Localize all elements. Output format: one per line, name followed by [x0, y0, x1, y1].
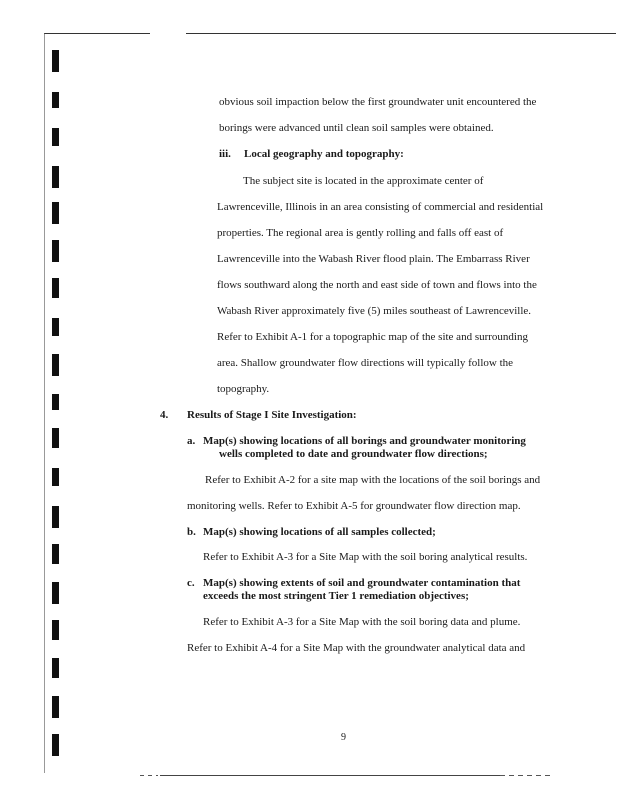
body-text-line: monitoring wells. Refer to Exhibit A-5 for groundwater flow direction map. — [187, 500, 521, 512]
body-text-line: The subject site is located in the approximate center of — [243, 175, 484, 187]
binding-mark — [52, 278, 59, 298]
body-text-line: Wabash River approximately five (5) miles southeast of Lawrenceville. — [217, 305, 532, 317]
binding-mark — [52, 620, 59, 640]
body-text-line: Refer to Exhibit A-2 for a site map with the locations of the soil borings and — [205, 474, 541, 486]
item-letter: a. — [187, 435, 196, 447]
binding-mark — [52, 166, 59, 188]
body-text-line: borings were advanced until clean soil samples were obtained. — [219, 122, 494, 134]
item-heading: exceeds the most stringent Tier 1 remediation objectives; — [203, 590, 469, 602]
body-text-line: obvious soil impaction below the first groundwater unit encountered the — [219, 96, 537, 108]
body-text-line: Refer to Exhibit A-4 for a Site Map with the groundwater analytical data and — [187, 642, 526, 654]
binding-mark — [52, 318, 59, 336]
item-letter: b. — [187, 526, 196, 538]
binding-mark — [52, 696, 59, 718]
binding-mark — [52, 50, 59, 72]
binding-mark — [52, 428, 59, 448]
bottom-border-line — [160, 775, 500, 776]
body-text-line: Lawrenceville into the Wabash River flood plain. The Embarrass River — [217, 253, 530, 265]
body-text-line: Refer to Exhibit A-1 for a topographic map of the site and surrounding — [217, 331, 528, 343]
body-text-line: topography. — [217, 383, 270, 395]
binding-mark — [52, 582, 59, 604]
body-text-line: area. Shallow groundwater flow directions will typically follow the — [217, 357, 514, 369]
binding-mark — [52, 734, 59, 756]
item-heading: Map(s) showing locations of all borings and groundwater monitoring — [203, 435, 526, 447]
binding-mark — [52, 468, 59, 486]
left-border-line — [44, 33, 45, 773]
item-letter: c. — [187, 577, 195, 589]
binding-mark — [52, 506, 59, 528]
body-text-line: Refer to Exhibit A-3 for a Site Map with the soil boring analytical results. — [203, 551, 528, 563]
section-number: 4. — [160, 409, 169, 421]
item-heading: wells completed to date and groundwater flow directions; — [219, 448, 488, 460]
section-heading: Local geography and topography: — [244, 148, 404, 160]
section-heading: Results of Stage I Site Investigation: — [187, 409, 357, 421]
binding-mark — [52, 240, 59, 262]
body-text-line: Refer to Exhibit A-3 for a Site Map with the soil boring data and plume. — [203, 616, 521, 628]
item-heading: Map(s) showing locations of all samples collected; — [203, 526, 436, 538]
body-text-line: flows southward along the north and east side of town and flows into the — [217, 279, 537, 291]
body-text-line: properties. The regional area is gently rolling and falls off east of — [217, 227, 504, 239]
page-number: 9 — [341, 732, 346, 743]
top-border-line — [44, 33, 616, 34]
binding-mark — [52, 544, 59, 564]
binding-mark — [52, 354, 59, 376]
bottom-border-dash-left — [140, 775, 158, 776]
binding-mark — [52, 394, 59, 410]
binding-mark — [52, 202, 59, 224]
binding-mark — [52, 658, 59, 678]
top-border-gap — [150, 32, 186, 35]
bottom-border-dash-right — [500, 775, 550, 776]
binding-mark — [52, 92, 59, 108]
item-heading: Map(s) showing extents of soil and groundwater contamination that — [203, 577, 521, 589]
binding-mark — [52, 128, 59, 146]
section-numeral: iii. — [219, 148, 231, 160]
body-text-line: Lawrenceville, Illinois in an area consisting of commercial and residential — [217, 201, 544, 213]
